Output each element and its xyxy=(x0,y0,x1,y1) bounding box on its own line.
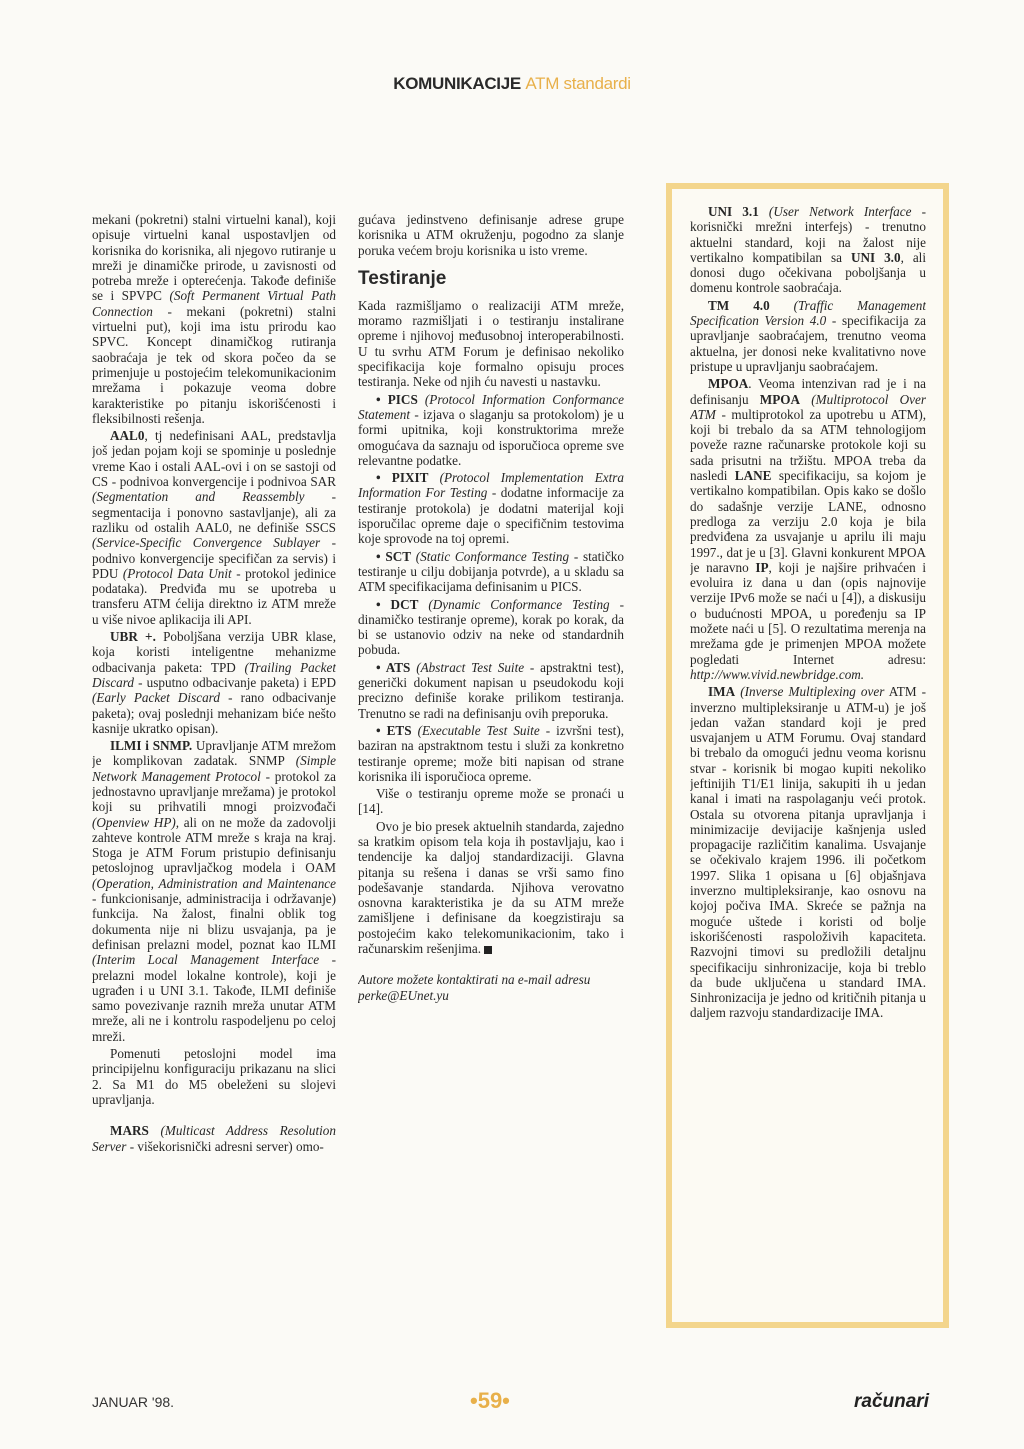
paragraph-tm: TM 4.0 (Traffic Management Specification Version 4.0 - specifikacija za upravljanje saobraćajem, trenutno veoma aktuelna, jer donosi neke kvalitativno nove pristupe u upravljanju saobraćajem. xyxy=(690,297,926,374)
author-contact xyxy=(358,972,624,1003)
paragraph-summary: Ovo je bio presek aktuelnih standarda, zajedno sa kratkim opisom tela koja ih postavljaju, kao i tendencije ka daljoj standardizaciji. Glavna pitanja su rešena i danas se vrši samo fino podešavanje standarda. Njihova verovatno osnovna karakteristika je da su ATM mreže zamišljene i definisane da koegzistiraju sa postojećim kako telekomunikacionim, tako i računarskim rešenjima. xyxy=(358,818,624,957)
list-item: • PICS (Protocol Information Conformance Statement - izjava o slaganju sa protokolom) je u formi upitnika, koji konstruktorima mreže omogućava da saznaju od isporučioca opreme sve relevantne podatke. xyxy=(358,391,624,468)
list-item: • SCT (Static Conformance Testing - statičko testiranje u cilju dobijanja potvrde), a u skladu sa ATM specifikacijama definisanim u PICS. xyxy=(358,548,624,595)
paragraph: Više o testiranju opreme može se pronaći u [14]. xyxy=(358,786,624,817)
page-number: •59• xyxy=(470,1388,510,1413)
paragraph: mekani (pokretni) stalni virtuelni kanal), koji opisuje virtuelni kanal uspostavljen od korisnika do korisnika, ali njegovo rutiranje u mreži je dinamičke prirode, u zavisnosti od potreba mreže i opterećenja. Takođe definiše se i SPVPC (Soft Permanent Virtual Path Connection - mekani (pokretni) stalni virtuelni put), koji ima istu prirodu kao SPVC. Koncept dinamičkog rutiranja saobraćaja je tek od skora počeo da se primenjuje u postojećim telekomunikacionim mrežama i pokazuje veoma dobre karakteristike po pitanju iskorišćenosti i fleksibilnosti rešenja. xyxy=(92,212,336,426)
paragraph-aal0: AAL0, tj nedefinisani AAL, predstavlja još jedan pojam koji se spominje u poslednje vreme Kao i ostali AAL-ovi i on se sastoji od CS - podnivoa konvergencije i podnivoa SAR (Segmentation and Reassembly - segmentacija i ponovno sastavljanje), ali za razliku od ostalih AAL0, ne definiše SSCS (Service-Specific Convergence Sublayer - podnivo konvergencije specifičan za servis) i PDU (Protocol Data Unit - protokol jedinice podataka). Predviđa mu se upotreba u transferu ATM ćelija direktno iz ATM mreže u više nivoe aplikacija ili API. xyxy=(92,428,336,627)
paragraph-mars: MARS (Multicast Address Resolution Server - višekorisnički adresni server) omo- xyxy=(92,1123,336,1154)
paragraph-ima: IMA (Inverse Multiplexing over ATM - inverzno multipleksiranje u ATM-u) je još jedan važan standard koji je pred usvajanjem u ATM Forumu. Ovaj standard bi trebalo da omogući jednu veoma korisnu stvar - korisnik bi mogao kupiti nekoliko jeftinijih T1/E1 linija, sakupiti ih u jedan kanal i imati na raspolaganju veći protok. Ostala su otvorena pitanja upravljanja i minimizacije devijacije kašnjenja usled propagacije različitim kanalima. Usvajanje se očekivalo krajem 1996. ili početkom 1997. Slika 1 opisana u [6] objašnjava inverzno multipleksiranje, kao osnovu na kojoj počiva IMA. Skreće se pažnja na moguće uštede i koristi od bolje iskorišćenosti raspoloživih kapaciteta. Razvojni timovi su predložili detaljnu specifikaciju sinhronizacije, koja bi treblo da bude uključena u standard IMA. Sinhronizacija je jedno od kritičnih pitanja u daljem razvoju standardizacije IMA. xyxy=(690,684,926,1021)
section-heading: Testiranje xyxy=(358,267,447,289)
list-item: • ETS (Executable Test Suite - izvršni test), baziran na apstraktnom testu i služi za konkretno testiranje opreme; može biti napisan od strane korisnika ili isporučioca opreme. xyxy=(358,722,624,784)
list-item: • ATS (Abstract Test Suite - apstraktni test), generički dokument napisan u pseudokodu koji precizno definiše korake prilikom testiranja. Trenutno se radi na definisanju ovih preporuka. xyxy=(358,659,624,721)
column-1 xyxy=(92,212,336,1362)
list-item: • DCT (Dynamic Conformance Testing - dinamičko testiranje opreme), korak po korak, da bi se ustanovio odziv na neke od standardnih pobuda. xyxy=(358,596,624,658)
paragraph-mpoa: MPOA. Veoma intenzivan rad je i na definisanju MPOA (Multiprotocol Over ATM - multiprotokol za upotrebu u ATM), koji bi trebalo da sa ATM tehnologijom poveže razne računarske protokole koji su sada prisutni na tržištu. MPOA treba da nasledi LANE specifikaciju, sa kojom je vertikalno kompatibilan. Opis kako se došlo do sadašnje verzije LANE, odnosno predloga za verziju 2.0 koja je bila predviđena za usvajanje u aprilu ili maju 1997., dat je u [3]. Glavni konkurent MPOA je naravno IP, koji je najšire prihvaćen i evoluira iz dana u dan (opis najnovije verzije IPv6 može se naći u [4]), a diskusiju o budućnosti MPOA, u poređenju sa IP možete naći u [5]. O rezultatima merenja na mrežama gde je primenjen MPOA možete pogledati Internet adresu: http://www.vivid.newbridge.com. xyxy=(690,376,926,682)
paragraph-testing: Kada razmišljamo o realizaciji ATM mreže, moramo razmišljati i o testiranju instalirane opreme i njihovoj međusobnoj interoperabilnosti. U tu svrhu ATM Forum je definisao nekoliko specifikacija koje formalno opisuju proces testiranja. Neke od njih ću navesti u nastavku. xyxy=(358,297,624,390)
end-mark-icon xyxy=(484,946,492,954)
column-3 xyxy=(690,204,926,1314)
paragraph: gućava jedinstveno definisanje adrese grupe korisnika u ATM okruženju, pogodno za slanje poruka većem broju korisnika u isto vreme. xyxy=(358,212,624,258)
issue-date: JANUAR '98. xyxy=(92,1394,175,1410)
paragraph-uni: UNI 3.1 (User Network Interface - korisnički mrežni interfejs) - trenutno aktuelni standard, koji na žalost nije vertikalno kompatibilan sa UNI 3.0, ali donosi dugo očekivana poboljšanja u domenu kontrole saobraćaja. xyxy=(690,204,926,296)
section-topic: ATM standardi xyxy=(525,74,631,93)
paragraph-ilmi: ILMI i SNMP. Upravljanje ATM mrežom je komplikovan zadatak. SNMP (Simple Network Management Protocol - protokol za jednostavno upravljanje mrežama) je protokol koji su prihvatili mnogi proizvođači (Openview HP), ali on ne može da zadovolji zahteve kontrole ATM mreže s kraja na kraj. Stoga je ATM Forum pristupio definisanju petoslojnog upravljačkog modela i OAM (Operation, Administration and Maintenance - funkcionisanje, administracija i održavanje) funkcija. Na žalost, finalni oblik tog dokumenta nije ni blizu usvajanja, pa je definisan prelazni model, poznat kao ILMI (Interim Local Management Interface - prelazni model lokalne kontrole), koji je ugrađen i u UNI 3.1. Takođe, ILMI definiše samo povezivanje raznih mreža unutar ATM mreže, ali ne i kontrolu raspodeljenu po celoj mreži. xyxy=(92,738,336,1044)
list-item: • PIXIT (Protocol Implementation Extra Information For Testing - dodatne informacije za testiranje protokola) je dodatni materijal koji isporučilac opreme daje o specifičnim testovima koje sprovode na toj opremi. xyxy=(358,470,624,547)
paragraph-ubr: UBR +. Poboljšana verzija UBR klase, koja koristi inteligentne mehanizme odbacivanja paketa: TPD (Trailing Packet Discard - usputno odbacivanje paketa) i EPD (Early Packet Discard - rano odbacivanje paketa); ovaj poslednji mehanizam biće nešto kasnije ukratko opisan). xyxy=(92,629,336,736)
contact-email: perke@EUnet.yu xyxy=(358,987,449,1003)
page-header xyxy=(0,74,1024,94)
section-title: KOMUNIKACIJE xyxy=(393,74,521,93)
contact-line: Autore možete kontaktirati na e-mail adresu xyxy=(358,972,591,988)
paragraph-model: Pomenuti petoslojni model ima principijelnu konfiguraciju prikazanu na slici 2. Sa M1 do M5 obeleženi su slojevi upravljanja. xyxy=(92,1046,336,1107)
column-2 xyxy=(358,212,624,1362)
magazine-brand: računari xyxy=(854,1391,929,1412)
